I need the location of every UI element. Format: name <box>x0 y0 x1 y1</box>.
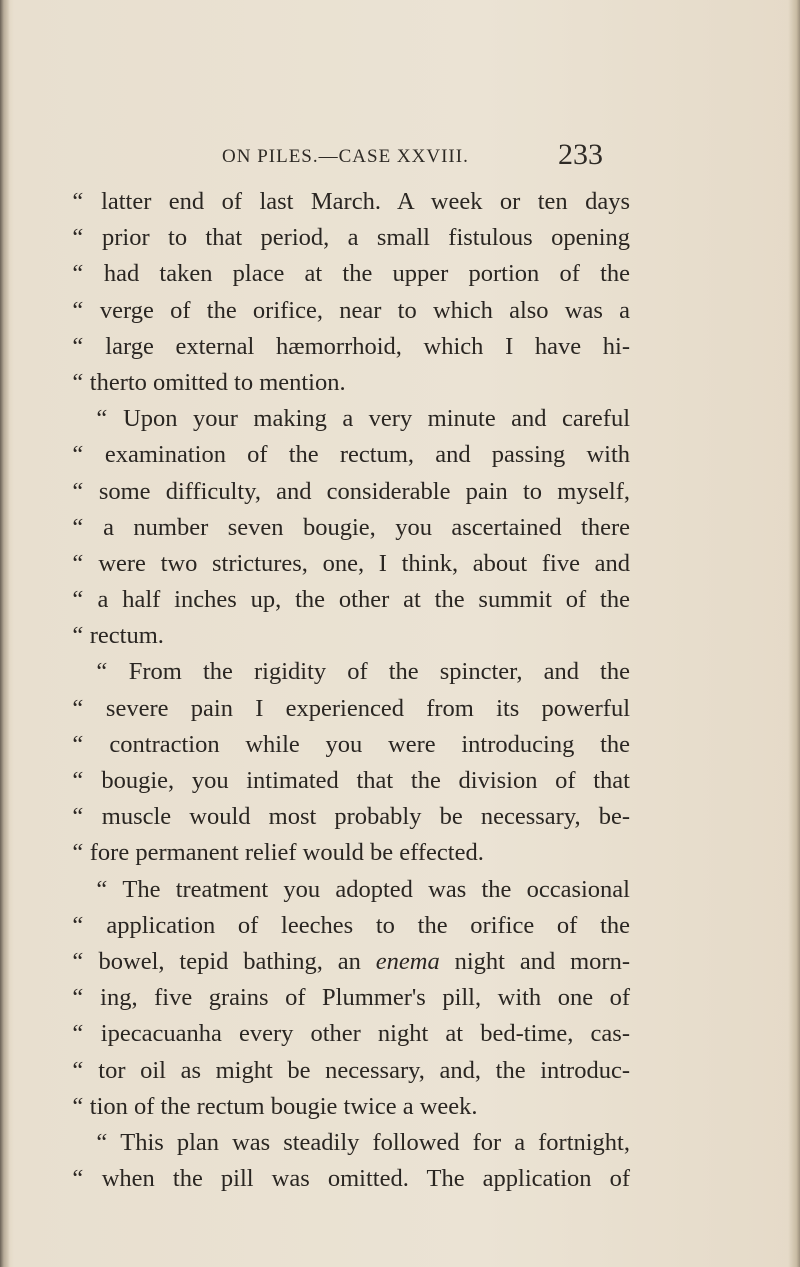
quote-mark: “ <box>70 224 84 252</box>
quote-mark: “ <box>70 332 84 360</box>
text-line <box>70 618 630 654</box>
line-text: bougie, you intimated that the division of that <box>101 767 630 794</box>
line-text: tor oil as might be necessary, and, the introduc- <box>98 1056 631 1084</box>
line-text: had taken place at the upper portion of the <box>103 260 631 288</box>
text-line <box>70 1053 630 1089</box>
line-text: bowel, tepid bathing, an <box>98 947 376 975</box>
text-line <box>70 474 630 510</box>
line-text: examination of the rectum, and passing with <box>104 441 630 469</box>
page-left-edge <box>0 0 10 1267</box>
quote-mark: “ <box>70 730 84 758</box>
quote-mark: “ <box>70 296 84 324</box>
line-text: fore permanent relief would be effected. <box>89 839 484 867</box>
line-text: muscle would most probably be necessary, be- <box>101 803 630 831</box>
line-text: Upon your making a very minute and careful <box>123 405 630 433</box>
text-line <box>70 1161 630 1197</box>
line-text: ipecacuanha every other night at bed-time, cas- <box>100 1020 630 1048</box>
text-line <box>70 293 630 329</box>
quote-mark: “ <box>94 658 108 686</box>
line-text: prior to that period, a small fistulous opening <box>102 224 631 252</box>
quote-mark: “ <box>70 368 84 396</box>
text-line <box>70 401 630 437</box>
text-line <box>70 835 630 871</box>
text-line <box>70 582 630 618</box>
quote-mark: “ <box>70 1092 84 1120</box>
line-text: some difficulty, and considerable pain to myself, <box>98 477 631 505</box>
line-text: verge of the orifice, near to which also was a <box>99 296 631 324</box>
text-line <box>70 872 630 908</box>
quote-mark: “ <box>70 1056 84 1084</box>
text-line <box>70 220 630 256</box>
text-line <box>70 329 630 365</box>
text-line <box>70 546 630 582</box>
line-text: tion of the rectum bougie twice a week. <box>89 1092 478 1120</box>
quote-mark: “ <box>70 622 84 650</box>
quote-mark: “ <box>70 1165 84 1193</box>
quote-mark: “ <box>70 1020 84 1048</box>
quote-mark: “ <box>70 188 84 215</box>
text-line <box>70 727 630 763</box>
quote-mark: “ <box>70 586 84 614</box>
quote-mark: “ <box>70 513 84 541</box>
line-text: a half inches up, the other at the summit of the <box>97 586 630 614</box>
quote-mark: “ <box>70 767 84 794</box>
line-text: rectum. <box>89 622 164 650</box>
line-text: contraction while you were introducing the <box>109 730 630 758</box>
line-text: From the rigidity of the spincter, and the <box>128 658 630 686</box>
text-line <box>70 763 630 799</box>
line-text: The treatment you adopted was the occasional <box>122 875 630 903</box>
quote-mark: “ <box>70 477 84 505</box>
line-text: therto omitted to mention. <box>89 368 346 396</box>
line-text: night and morn- <box>439 947 630 975</box>
text-line <box>70 510 630 546</box>
text-line <box>70 944 630 980</box>
body-text <box>70 184 630 1197</box>
line-text: This plan was steadily followed for a fortnight, <box>120 1128 630 1156</box>
text-line <box>70 1089 630 1125</box>
quote-mark: “ <box>94 875 108 903</box>
quote-mark: “ <box>70 947 84 975</box>
quote-mark: “ <box>70 803 84 831</box>
quote-mark: “ <box>70 839 84 867</box>
text-line <box>70 184 630 220</box>
running-head: ON PILES.—CASE XXVIII. <box>222 146 469 167</box>
text-line <box>70 691 630 727</box>
quote-mark: “ <box>70 441 84 469</box>
text-line <box>70 1125 630 1161</box>
text-line <box>70 799 630 835</box>
line-text: were two strictures, one, I think, about five and <box>98 549 630 577</box>
line-text: when the pill was omitted. The application of <box>101 1165 631 1193</box>
quote-mark: “ <box>94 405 108 433</box>
quote-mark: “ <box>70 694 84 722</box>
text-line <box>70 256 630 292</box>
text-line <box>70 908 630 944</box>
quote-mark: “ <box>70 984 84 1012</box>
line-text: severe pain I experienced from its powerful <box>105 694 630 722</box>
line-text: a number seven bougie, you ascertained there <box>103 513 630 541</box>
text-line <box>70 1016 630 1052</box>
line-text: latter end of last March. A week or ten days <box>101 188 630 215</box>
page-header <box>0 138 800 178</box>
italic-term: enema <box>375 947 440 975</box>
text-line <box>70 654 630 690</box>
line-text: large external hæmorrhoid, which I have hi- <box>105 332 631 360</box>
text-line <box>70 437 630 473</box>
quote-mark: “ <box>94 1128 108 1156</box>
line-text: ing, five grains of Plummer's pill, with one of <box>100 984 630 1012</box>
line-text: application of leeches to the orifice of the <box>106 911 630 939</box>
quote-mark: “ <box>70 549 84 577</box>
text-line <box>70 365 630 401</box>
quote-mark: “ <box>70 911 84 939</box>
page-right-edge <box>788 0 800 1267</box>
quote-mark: “ <box>70 260 84 288</box>
text-line <box>70 980 630 1016</box>
page-number: 233 <box>558 138 603 171</box>
